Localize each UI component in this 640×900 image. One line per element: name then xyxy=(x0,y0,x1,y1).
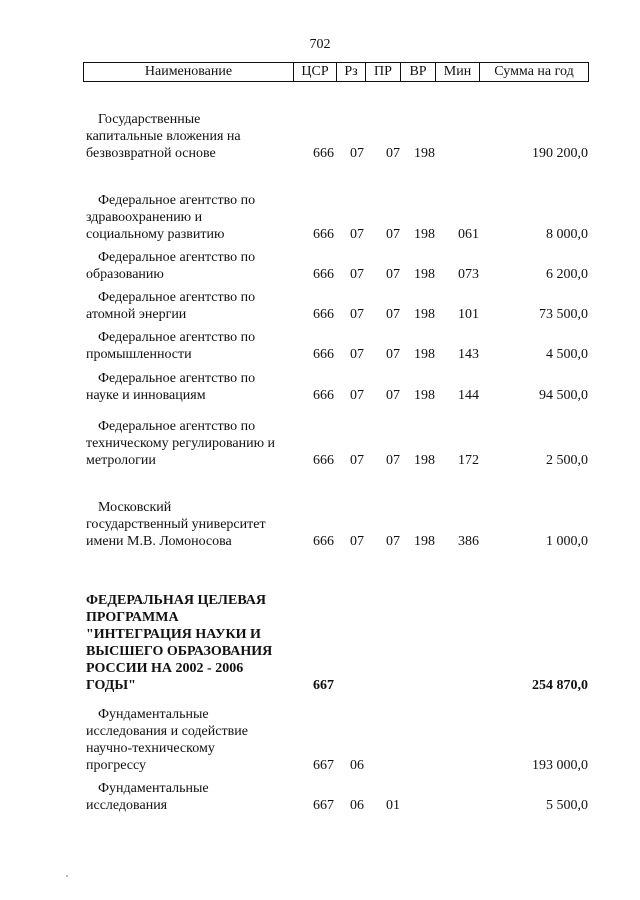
row-sum: 254 870,0 xyxy=(532,678,588,693)
row-pr: 07 xyxy=(386,534,400,549)
row-sum: 4 500,0 xyxy=(546,347,588,362)
row-rz: 07 xyxy=(350,388,364,403)
row-csr: 666 xyxy=(313,146,334,161)
row-min: 143 xyxy=(458,347,479,362)
row-name: Федеральное агентство по промышленности xyxy=(86,330,256,362)
row-rz: 07 xyxy=(350,307,364,322)
scan-speck xyxy=(66,875,68,877)
header-name: Наименование xyxy=(84,63,294,81)
row-min: 172 xyxy=(458,453,479,468)
table-header xyxy=(83,62,589,82)
row-sum: 1 000,0 xyxy=(546,534,588,549)
row-pr: 07 xyxy=(386,267,400,282)
row-sum: 2 500,0 xyxy=(546,453,588,468)
row-pr: 07 xyxy=(386,227,400,242)
row-csr: 666 xyxy=(313,267,334,282)
row-vr: 198 xyxy=(414,453,435,468)
row-vr: 198 xyxy=(414,347,435,362)
row-min: 073 xyxy=(458,267,479,282)
row-sum: 73 500,0 xyxy=(539,307,588,322)
row-name: Федеральное агентство по здравоохранению и социальному развитию xyxy=(86,193,256,242)
row-rz: 07 xyxy=(350,347,364,362)
page-number: 702 xyxy=(309,37,331,52)
row-sum: 6 200,0 xyxy=(546,267,588,282)
row-name: Фундаментальные исследования xyxy=(86,781,209,813)
table-row xyxy=(0,180,640,243)
row-name: Федеральное агентство по атомной энергии xyxy=(86,290,256,322)
row-name: Московский государственный университет имени М.В. Ломоносова xyxy=(86,500,266,549)
row-vr: 198 xyxy=(414,534,435,549)
row-vr: 198 xyxy=(414,146,435,161)
row-name: Федеральное агентство по науке и инновациям xyxy=(86,371,256,403)
row-rz: 07 xyxy=(350,453,364,468)
row-name: Государственные капитальные вложения на безвозвратной основе xyxy=(86,112,241,161)
row-csr: 667 xyxy=(313,758,334,773)
row-vr: 198 xyxy=(414,388,435,403)
header-rz: Рз xyxy=(337,63,366,81)
table-row xyxy=(0,488,640,550)
table-row xyxy=(0,100,640,162)
header-sum: Сумма на год xyxy=(494,64,574,79)
row-rz: 07 xyxy=(350,267,364,282)
row-pr: 07 xyxy=(386,307,400,322)
row-rz: 07 xyxy=(350,146,364,161)
row-vr: 198 xyxy=(414,227,435,242)
row-csr: 666 xyxy=(313,347,334,362)
header-min: Мин xyxy=(436,63,480,81)
row-sum: 94 500,0 xyxy=(539,388,588,403)
row-sum: 8 000,0 xyxy=(546,227,588,242)
row-csr: 667 xyxy=(313,678,334,693)
table-row xyxy=(0,778,640,814)
row-rz: 06 xyxy=(350,758,364,773)
row-name: Фундаментальные исследования и содействие научно-техническому прогрессу xyxy=(86,707,248,773)
row-sum: 193 000,0 xyxy=(532,758,588,773)
row-rz: 07 xyxy=(350,227,364,242)
header-vr: ВР xyxy=(401,63,436,81)
row-rz: 06 xyxy=(350,798,364,813)
row-vr: 198 xyxy=(414,307,435,322)
row-name: Федеральное агентство по техническому регулированию и метрологии xyxy=(86,419,276,468)
program-title: ФЕДЕРАЛЬНАЯ ЦЕЛЕВАЯ ПРОГРАММА "ИНТЕГРАЦИЯ НАУКИ И ВЫСШЕГО ОБРАЗОВАНИЯ РОССИИ НА 2002 - 2006 ГОДЫ" xyxy=(86,593,273,693)
table-row xyxy=(0,408,640,469)
row-min: 386 xyxy=(458,534,479,549)
row-pr: 07 xyxy=(386,347,400,362)
header-pr: ПР xyxy=(366,63,401,81)
row-csr: 667 xyxy=(313,798,334,813)
row-csr: 666 xyxy=(313,453,334,468)
row-min: 101 xyxy=(458,307,479,322)
row-sum: 5 500,0 xyxy=(546,798,588,813)
row-csr: 666 xyxy=(313,388,334,403)
row-min: 061 xyxy=(458,227,479,242)
row-rz: 07 xyxy=(350,534,364,549)
row-csr: 666 xyxy=(313,227,334,242)
row-sum: 190 200,0 xyxy=(532,146,588,161)
table-row xyxy=(0,366,640,404)
table-row-program xyxy=(0,586,640,694)
row-vr: 198 xyxy=(414,267,435,282)
row-csr: 666 xyxy=(313,534,334,549)
row-pr: 07 xyxy=(386,146,400,161)
row-pr: 07 xyxy=(386,388,400,403)
row-pr: 07 xyxy=(386,453,400,468)
header-csr: ЦСР xyxy=(294,63,337,81)
table-row xyxy=(0,704,640,774)
table-row xyxy=(0,325,640,363)
row-pr: 01 xyxy=(386,798,400,813)
table-row xyxy=(0,245,640,283)
table-row xyxy=(0,285,640,323)
row-name: Федеральное агентство по образованию xyxy=(86,250,256,282)
row-csr: 666 xyxy=(313,307,334,322)
row-min: 144 xyxy=(458,388,479,403)
